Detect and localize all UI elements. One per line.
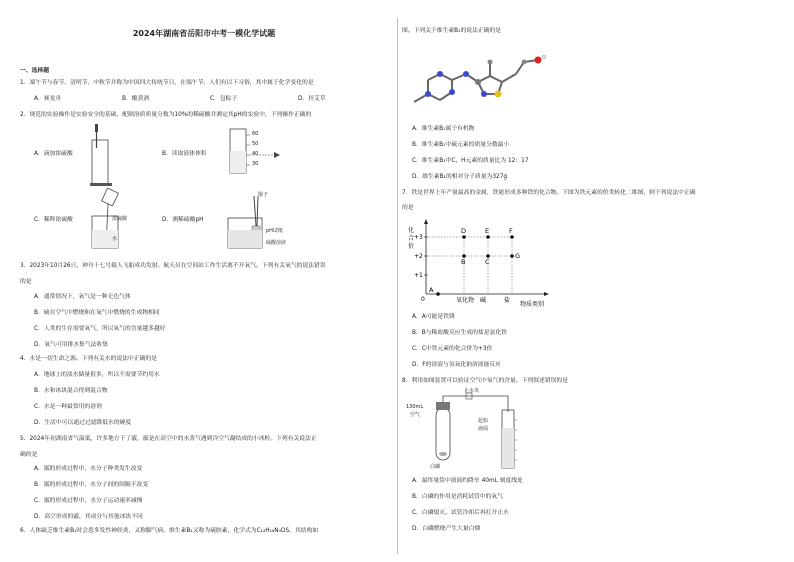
q6-molecule-figure (406, 38, 556, 110)
q8-fig-volume: 130mL (406, 404, 424, 410)
q2-scale-40: 40 (252, 151, 259, 157)
q8-fig-clip: 止水夹 (464, 388, 480, 394)
y-axis-label-3: 价 (408, 243, 415, 250)
q7-option-c[interactable]: C．C中铁元素的化合价为+3价 (412, 346, 493, 352)
q7-option-b[interactable]: B．B与稀盐酸反应生成的盐是氯化铁 (412, 330, 507, 336)
point-label-E: E (485, 227, 490, 235)
q6-option-b[interactable]: B．维生素B₁中硫元素的质量分数最小 (412, 142, 510, 148)
y-tick-label-0: 0 (421, 296, 425, 303)
q7-option-a[interactable]: A．A可能是铁锈 (412, 314, 455, 320)
q2-fig-d-solution: 硫酸溶液 (266, 240, 287, 246)
q6-option-d[interactable]: D．维生素B₁的相对分子质量为327g (412, 174, 508, 180)
q2-figure-c (86, 186, 136, 256)
q3-option-c[interactable]: C．人类的生存需要氧气，所以氧气的含量越多越好 (34, 326, 166, 332)
q3-option-a[interactable]: A．通常情况下，氧气是一种无色气体 (34, 294, 131, 300)
q2-fig-c-acid: 浓硫酸 (112, 216, 128, 222)
point-label-B: B (461, 258, 466, 266)
q8-option-d[interactable]: D．白磷燃烧产生大量白烟 (412, 526, 481, 532)
q4-option-c[interactable]: C．水是一种最常用的溶剂 (34, 404, 102, 410)
y-axis-label-2: 合 (408, 235, 415, 242)
q4-option-d[interactable]: D．生活中可以通过过滤降低水的硬度 (34, 420, 132, 426)
q1-option-a[interactable]: A．赛龙舟 (34, 96, 62, 102)
q7-option-d[interactable]: D．F的溶液与氢氧化钠溶液能反应 (412, 362, 501, 368)
q5-stem-1: 5．2024年初湖南省气温低，许多地方下了霰，霰是在高空中的水蒸气遇到冷空气凝结成的小冰粒。下列有关说法正 (20, 436, 317, 442)
y-tick-label-2: +2 (414, 253, 423, 260)
point-F (510, 235, 514, 239)
point-E (486, 235, 490, 239)
q4-stem: 4．水是一切生命之源。下列有关水的说法中正确的是 (20, 356, 158, 362)
column-divider (397, 18, 398, 554)
point-label-A: A (429, 286, 434, 294)
y-axis-label-1: 化 (408, 227, 415, 234)
q2-scale-30: 30 (252, 161, 259, 167)
q2-fig-c-water: 水 (112, 236, 118, 242)
q5-option-d[interactable]: D．高空形成的霰，其成分与其他冰块不同 (34, 514, 143, 520)
q8-fig-start-2: 液面 (478, 426, 489, 432)
q2-option-b[interactable]: B．读取液体体积 (162, 151, 207, 157)
q2-option-a[interactable]: A．滴加浓硫酸 (34, 151, 73, 157)
q8-fig-start-1: 起始 (478, 418, 489, 424)
q5-stem-2: 确的是 (20, 452, 38, 458)
q1-option-c[interactable]: C．包粽子 (210, 96, 238, 102)
q1-stem: 1．端午节与春节、清明节、中秋节并称为中国四大传统节日，在端午节，人们有以下习俗，其中属于化学变化的是 (20, 80, 314, 86)
point-label-G: G (515, 252, 521, 260)
q5-option-b[interactable]: B．霰的形成过程中，水分子间的间隔不改变 (34, 482, 149, 488)
page-title: 2024年湖南省岳阳市中考一模化学试题 (132, 29, 276, 38)
q2-scale-50: 50 (252, 141, 259, 147)
q6-option-a[interactable]: A．维生素B₁属于有机物 (412, 126, 475, 132)
q2-fig-d-ph-paper: pH试纸 (266, 228, 283, 234)
x-tick-label-3: 盐 (504, 297, 511, 304)
q8-fig-air: 空气 (410, 412, 421, 418)
q7-valence-chart (404, 216, 574, 308)
q5-option-c[interactable]: C．霰的形成过程中，水分子运动速率减慢 (34, 498, 143, 504)
q4-option-a[interactable]: A．地球上的淡水储量很多，所以不需要节约用水 (34, 372, 160, 378)
q2-scale-60: 60 (252, 131, 259, 137)
q8-fig-phosphorus: 白磷 (430, 464, 441, 470)
q8-stem: 8．利用如图装置可以验证空气中氧气的含量。下列叙述错误的是 (402, 378, 569, 384)
y-tick-label-1: +1 (414, 272, 423, 279)
q7-stem-1: 7．铁是世界上年产量最高的金属，铁能形成多种铁的化合物。下图为铁元素的价类转化二维图，则下列说法中正确 (402, 190, 696, 196)
q6-stem-left: 6．人体缺乏维生素B₁时会患多发性神经炎，又称脚气病。维生素B₁又称为硫胺素，化学式为C₁₂H₁₆N₄OS，其结构如 (20, 528, 319, 534)
q3-option-b[interactable]: B．硫在空气中燃烧和在氧气中燃烧的生成物相同 (34, 310, 160, 316)
q1-option-b[interactable]: B．酿黄酒 (122, 96, 150, 102)
q2-option-d[interactable]: D．测稀硫酸pH (162, 217, 204, 223)
x-axis-label: 物质类别 (520, 301, 545, 308)
point-label-C: C (485, 258, 490, 266)
q8-apparatus-figure (422, 390, 532, 472)
y-tick-label-3: +3 (414, 234, 423, 241)
q3-stem-2: 的是 (20, 279, 32, 285)
point-label-F: F (509, 227, 513, 235)
point-G (510, 254, 514, 258)
q8-option-c[interactable]: C．白磷熄灭、试管冷却后再打开止水 (412, 510, 509, 516)
q2-option-c[interactable]: C．稀释浓硫酸 (34, 217, 73, 223)
q3-stem-1: 3．2023年10月26日，神舟十七号载人飞船成功发射。航天员在空间站工作生活离不开氧气。下列有关氧气的说法错误 (20, 263, 326, 269)
q2-figure-a (86, 122, 126, 188)
q4-option-b[interactable]: B．水和冰块混合得到混合物 (34, 388, 108, 394)
q8-option-a[interactable]: A．最终量筒中液面约降至 40mL 刻度线处 (412, 478, 523, 484)
point-label-D: D (461, 227, 467, 235)
q7-stem-2: 的是 (402, 205, 414, 211)
section-heading: 一、选择题 (20, 68, 49, 74)
q6-option-c[interactable]: C．维生素B₁中C、H元素的质量比为 12：17 (412, 158, 529, 164)
q3-option-d[interactable]: D．氧气可用排水集气法收集 (34, 342, 109, 348)
q2-fig-d-tweezers: 镊子 (258, 192, 269, 198)
q2-stem: 2．规范的实验操作是实验安全的基础，配制溶质质量分数为10%的稀硫酸并测定其pH的实验中，下列操作正确的 (20, 112, 312, 118)
x-tick-label-2: 碱 (480, 297, 487, 304)
q5-option-a[interactable]: A．霰的形成过程中，水分子种类发生改变 (34, 466, 143, 472)
q1-option-d[interactable]: D．挂艾草 (298, 96, 326, 102)
q6-stem-right: 图。下列关于维生素B₁的说法正确的是 (402, 28, 502, 34)
x-tick-label-1: 氧化物 (456, 297, 475, 304)
point-D (462, 235, 466, 239)
q8-option-b[interactable]: B．白磷的作用是消耗试管中的氧气 (412, 494, 503, 500)
point-A (436, 292, 440, 296)
